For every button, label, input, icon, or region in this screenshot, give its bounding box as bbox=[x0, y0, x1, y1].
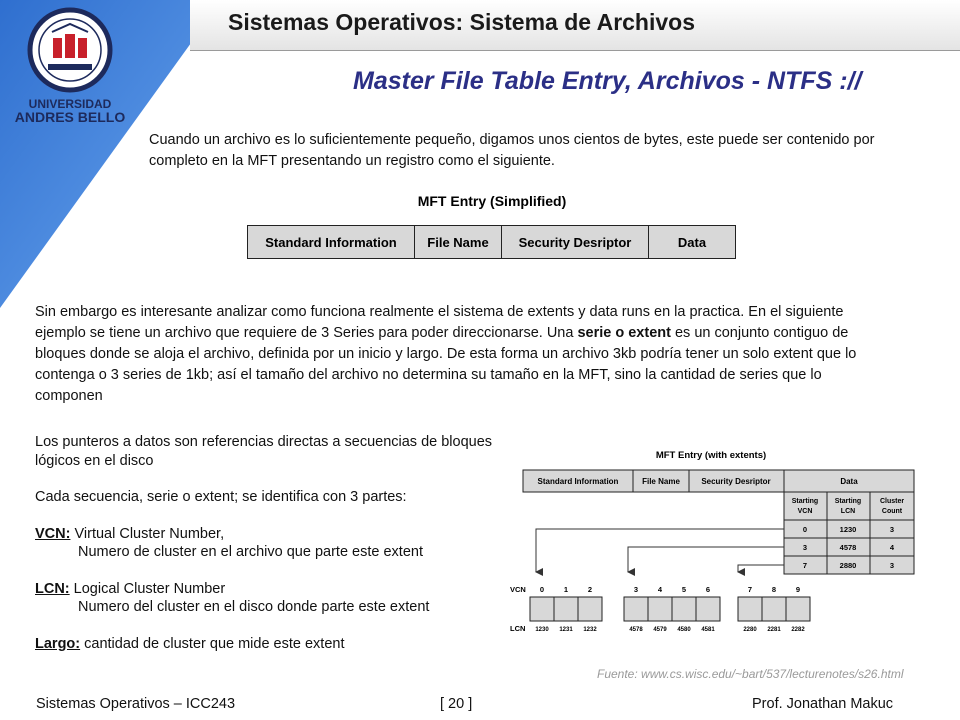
lcn-number: 2282 bbox=[791, 627, 805, 633]
vcn-number: 4 bbox=[657, 585, 663, 594]
mft-extents-diagram bbox=[508, 444, 928, 640]
mft-extents-field: Standard Information bbox=[537, 477, 619, 486]
lcn-term: LCN: bbox=[35, 580, 70, 597]
cluster-group-1 bbox=[624, 585, 720, 633]
pointers-explanation bbox=[35, 433, 495, 653]
sub-header: Count bbox=[881, 508, 903, 515]
lcn-number: 4581 bbox=[701, 627, 715, 633]
mft-simple-title: MFT Entry (Simplified) bbox=[417, 193, 567, 209]
logo-line2: ANDRES BELLO bbox=[14, 109, 126, 125]
lcn-definition bbox=[35, 580, 495, 599]
cluster-group-2 bbox=[738, 585, 810, 633]
mft-extents-title: MFT Entry (with extents) bbox=[655, 450, 767, 461]
source-citation: Fuente: www.cs.wisc.edu/~bart/537/lecturenotes/s26.html bbox=[597, 667, 904, 681]
vcn-number: 8 bbox=[771, 585, 777, 594]
sub-header: LCN bbox=[840, 508, 856, 515]
extents-paragraph bbox=[35, 302, 885, 407]
extent-cell: 1230 bbox=[839, 525, 857, 534]
extents-paragraph-part1: Sin embargo es interesante analizar como funciona realmente el sistema de extents y data runs en la practica. En el siguiente ejemplo se tiene un archivo que requiere de 3 Series para poder direccionarse. Una bbox=[35, 304, 844, 341]
extent-cell: 0 bbox=[802, 525, 808, 534]
mft-simple-row bbox=[248, 226, 736, 259]
sub-header: Starting bbox=[834, 498, 862, 505]
cluster-group-0 bbox=[530, 585, 602, 633]
lcn-number: 2281 bbox=[767, 627, 781, 633]
vcn-term: VCN: bbox=[35, 525, 71, 542]
sub-header: VCN bbox=[797, 508, 813, 515]
extents-paragraph-bold: serie o extent bbox=[577, 325, 671, 341]
vcn-definition bbox=[35, 525, 495, 544]
mft-simple-field: File Name bbox=[415, 226, 502, 259]
vcn-number: 5 bbox=[681, 585, 687, 594]
slide-title: Master File Table Entry, Archivos - NTFS :// bbox=[353, 67, 862, 95]
vcn-number: 0 bbox=[539, 585, 545, 594]
extent-cell: 3 bbox=[889, 525, 895, 534]
mft-simple-field: Standard Information bbox=[248, 226, 415, 259]
extent-rows bbox=[784, 520, 914, 574]
sub-header: Starting bbox=[791, 498, 819, 505]
extent-cell: 4 bbox=[889, 543, 895, 552]
mft-simple-field: Security Desriptor bbox=[502, 226, 649, 259]
vcn-number: 7 bbox=[747, 585, 753, 594]
extent-cell: 4578 bbox=[839, 543, 857, 552]
extents-paragraph-part2: es un conjunto contiguo de bloques donde se aloja el archivo, definida por un inicio y largo. De esta forma un archivo 3kb podría tener un solo extent que lo contenga o 3 series de 1kb; así el tamaño del archivo no determina su tamaño en la MFT, sino la cantidad de series que lo componen bbox=[35, 325, 857, 404]
sub-header: Cluster bbox=[879, 498, 905, 505]
extent-cell: 7 bbox=[802, 561, 808, 570]
lcn-number: 2280 bbox=[743, 627, 757, 633]
vcn-number: 3 bbox=[633, 585, 639, 594]
extent-cell: 2880 bbox=[839, 561, 857, 570]
mft-extents-field: File Name bbox=[642, 477, 680, 486]
largo-term: Largo: bbox=[35, 635, 81, 652]
vcn-number: 6 bbox=[705, 585, 711, 594]
mft-extents-field: Data bbox=[840, 477, 858, 486]
logo-line1: UNIVERSIDAD bbox=[28, 97, 112, 111]
lcn-description: Numero del cluster en el disco donde parte este extent bbox=[78, 599, 430, 615]
lcn-number: 1231 bbox=[559, 627, 573, 633]
extent-cell: 3 bbox=[802, 543, 808, 552]
lcn-number: 1230 bbox=[535, 627, 549, 633]
vcn-description: Numero de cluster en el archivo que parte este extent bbox=[78, 544, 423, 560]
largo-definition bbox=[35, 635, 495, 654]
lcn-axis-label: LCN bbox=[510, 624, 526, 633]
mft-simple-table bbox=[247, 225, 736, 259]
extent-cell: 3 bbox=[889, 561, 895, 570]
footer-course: Sistemas Operativos – ICC243 bbox=[36, 696, 236, 712]
footer-page-number: [ 20 ] bbox=[440, 696, 473, 712]
lcn-number: 4579 bbox=[653, 627, 667, 633]
vcn-name: Virtual Cluster Number, bbox=[70, 525, 225, 542]
lcn-name: Logical Cluster Number bbox=[69, 580, 226, 597]
lcn-number: 4580 bbox=[677, 627, 691, 633]
vcn-axis-label: VCN bbox=[510, 585, 526, 594]
vcn-number: 9 bbox=[795, 585, 801, 594]
pointers-line2: Cada secuencia, serie o extent; se identifica con 3 partes: bbox=[35, 489, 407, 505]
university-logo bbox=[8, 4, 134, 128]
vcn-number: 1 bbox=[563, 585, 569, 594]
lcn-number: 1232 bbox=[583, 627, 597, 633]
largo-description: cantidad de cluster que mide este extent bbox=[80, 635, 345, 652]
mft-simple-field: Data bbox=[649, 226, 736, 259]
intro-paragraph: Cuando un archivo es lo suficientemente pequeño, digamos unos cientos de bytes, este puede ser contenido por completo en la MFT presentando un registro como el siguiente. bbox=[149, 132, 875, 169]
vcn-number: 2 bbox=[587, 585, 593, 594]
lcn-number: 4578 bbox=[629, 627, 643, 633]
extent-arrows bbox=[536, 529, 784, 572]
course-title: Sistemas Operativos: Sistema de Archivos bbox=[228, 9, 696, 35]
mft-extents-field: Security Desriptor bbox=[701, 477, 771, 486]
pointers-line1: Los punteros a datos son referencias directas a secuencias de bloques lógicos en el disco bbox=[35, 434, 493, 469]
footer-professor: Prof. Jonathan Makuc bbox=[752, 696, 894, 712]
